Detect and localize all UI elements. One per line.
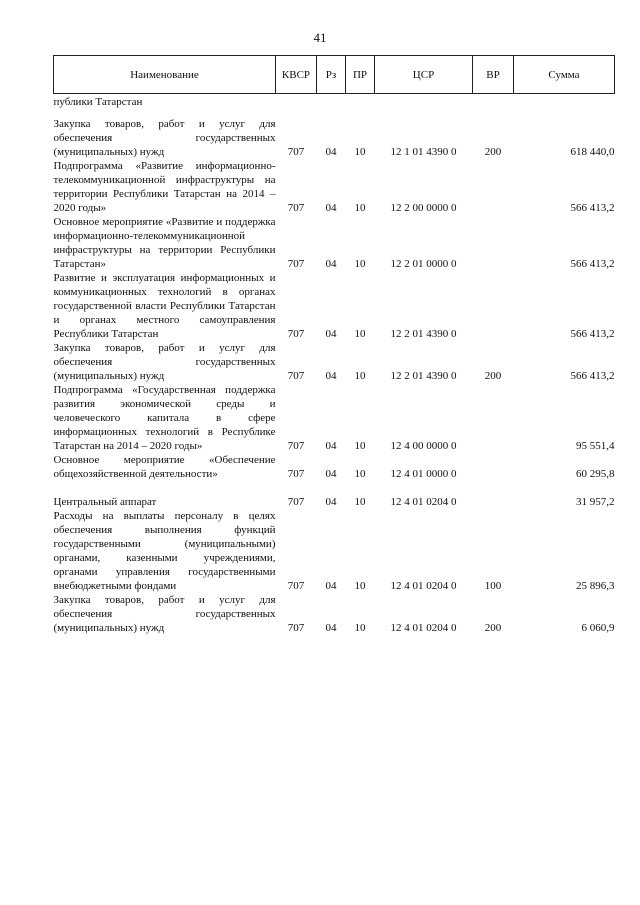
row-pr: 10: [354, 440, 366, 452]
row-name: Расходы на выплаты персоналу в целях обеспечения выполнения функций государственными (муниципальными) органами, казенными учреждениями, органами управления государственными внебюджетными фондами: [53, 510, 276, 592]
page-number: 41: [313, 30, 327, 45]
row-kvsr: 707: [287, 622, 305, 634]
row-rz: 04: [325, 468, 337, 480]
table-row: [54, 341, 615, 383]
row-kvsr: 707: [287, 258, 305, 270]
row-name: Подпрограмма «Государственная поддержка развития экономической среды и человеческого капитала в сфере информационных технологий в Республике Татарстан на 2014 – 2020 годы»: [53, 384, 276, 452]
row-vr: [473, 495, 514, 509]
row-kvsr: 707: [287, 202, 305, 214]
row-kvsr: 707: [287, 146, 305, 158]
row-rz: 04: [325, 580, 337, 592]
budget-table: [53, 55, 615, 635]
row-csr: 12 4 01 0000 0: [390, 468, 457, 480]
row-rz: 04: [325, 258, 337, 270]
table-row: [54, 271, 615, 341]
row-pr: 10: [354, 468, 366, 480]
row-csr: 12 4 00 0000 0: [390, 440, 457, 452]
row-csr: 12 2 01 4390 0: [390, 328, 457, 340]
continuation-row: [54, 94, 615, 118]
row-sum: 566 413,2: [570, 258, 615, 270]
row-sum: 566 413,2: [570, 370, 615, 382]
row-sum: 25 896,3: [576, 580, 615, 592]
row-rz: 04: [325, 496, 337, 508]
header-kvsr: КВСР: [276, 56, 317, 94]
row-rz: 04: [325, 146, 337, 158]
row-csr: 12 2 01 4390 0: [390, 370, 457, 382]
row-csr: 12 1 01 4390 0: [390, 146, 457, 158]
table-row: [54, 117, 615, 159]
row-rz: 04: [325, 370, 337, 382]
row-vr: [473, 453, 514, 481]
row-vr: 200: [484, 622, 502, 634]
row-vr: 200: [484, 370, 502, 382]
row-sum: 566 413,2: [570, 328, 615, 340]
table-row: [54, 593, 615, 635]
header-rz: Рз: [317, 56, 346, 94]
header-name: Наименование: [54, 56, 276, 94]
row-csr: 12 4 01 0204 0: [390, 496, 457, 508]
row-name: Закупка товаров, работ и услуг для обеспечения государственных (муниципальных) нужд: [53, 342, 276, 382]
row-csr: 12 2 01 0000 0: [390, 258, 457, 270]
table-row: [54, 159, 615, 215]
row-kvsr: 707: [287, 440, 305, 452]
row-name: Центральный аппарат: [53, 496, 157, 508]
header-sum: Сумма: [514, 56, 615, 94]
header-pr: ПР: [346, 56, 375, 94]
row-kvsr: 707: [287, 496, 305, 508]
header-csr: ЦСР: [375, 56, 473, 94]
row-vr: [473, 271, 514, 341]
row-name: Основное мероприятие «Развитие и поддержка информационно-телекоммуникационной инфраструктуры на территории Республики Татарстан»: [53, 216, 276, 270]
row-pr: 10: [354, 580, 366, 592]
row-rz: 04: [325, 202, 337, 214]
row-name: Закупка товаров, работ и услуг для обеспечения государственных (муниципальных) нужд: [53, 118, 276, 158]
row-rz: 04: [325, 440, 337, 452]
row-pr: 10: [354, 258, 366, 270]
row-rz: 04: [325, 622, 337, 634]
table-header-row: [54, 56, 615, 94]
row-kvsr: 707: [287, 580, 305, 592]
row-pr: 10: [354, 370, 366, 382]
row-pr: 10: [354, 496, 366, 508]
row-vr: [473, 159, 514, 215]
table-row: [54, 215, 615, 271]
row-kvsr: 707: [287, 370, 305, 382]
row-pr: 10: [354, 202, 366, 214]
header-vr: ВР: [473, 56, 514, 94]
row-sum: 95 551,4: [576, 440, 615, 452]
row-sum: 566 413,2: [570, 202, 615, 214]
row-rz: 04: [325, 328, 337, 340]
row-name: Подпрограмма «Развитие информационно-телекоммуникационной инфраструктуры на территории Республики Татарстан на 2014 – 2020 годы»: [53, 160, 276, 214]
row-name: Закупка товаров, работ и услуг для обеспечения государственных (муниципальных) нужд: [53, 594, 276, 634]
row-vr: [473, 383, 514, 453]
row-csr: 12 4 01 0204 0: [390, 622, 457, 634]
table-row: [54, 383, 615, 453]
row-name: Развитие и эксплуатация информационных и коммуникационных технологий в органах государственной власти Республики Татарстан и органах местного самоуправления Республики Татарстан: [53, 272, 276, 340]
row-sum: 618 440,0: [570, 146, 615, 158]
table-row: [54, 453, 615, 481]
table-row: [54, 509, 615, 593]
row-vr: [473, 215, 514, 271]
row-vr: 200: [484, 146, 502, 158]
table-row: [54, 495, 615, 509]
row-csr: 12 2 00 0000 0: [390, 202, 457, 214]
row-sum: 31 957,2: [576, 496, 615, 508]
continuation-text: публики Татарстан: [53, 96, 143, 108]
row-pr: 10: [354, 328, 366, 340]
row-csr: 12 4 01 0204 0: [390, 580, 457, 592]
row-kvsr: 707: [287, 328, 305, 340]
row-sum: 6 060,9: [581, 622, 615, 634]
row-vr: 100: [484, 580, 502, 592]
row-kvsr: 707: [287, 468, 305, 480]
row-name: Основное мероприятие «Обеспечение общехозяйственной деятельности»: [53, 454, 276, 480]
row-sum: 60 295,8: [576, 468, 615, 480]
row-pr: 10: [354, 622, 366, 634]
row-pr: 10: [354, 146, 366, 158]
